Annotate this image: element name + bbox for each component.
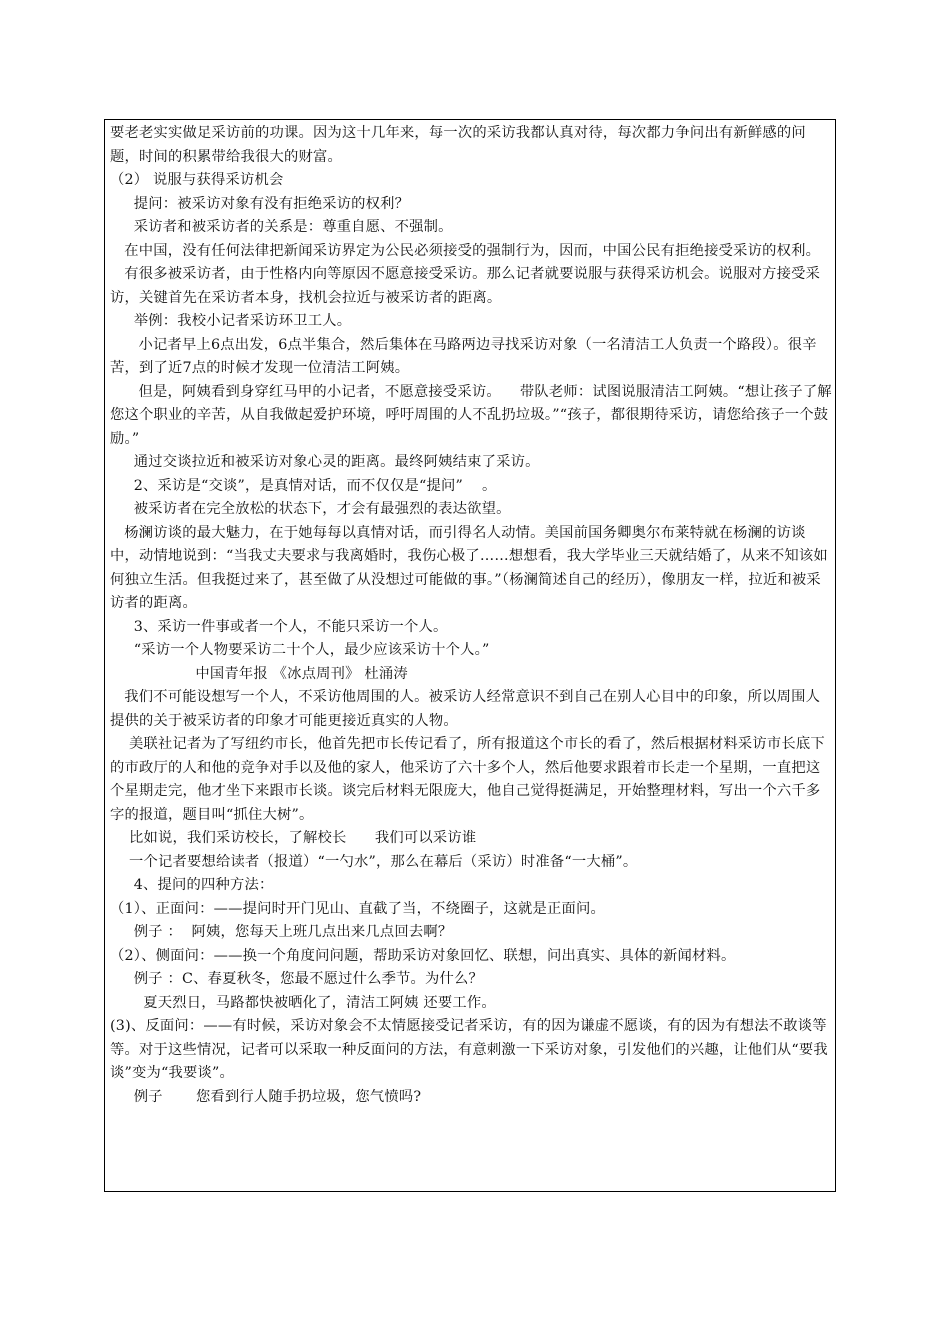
paragraph: 但是，阿姨看到身穿红马甲的小记者，不愿意接受采访。 带队老师：试图说服清洁工阿姨。“想让孩子了解您这个职业的辛苦，从自我做起爱护环境，呼吁周围的人不乱扔垃圾。”“孩子，都很期待采访，请您给孩子一个鼓励。” xyxy=(110,383,832,447)
paragraph: 4、提问的四种方法： xyxy=(110,877,274,893)
paragraph: 例子 ：C、春夏秋冬，您最不愿过什么季节。为什么？ xyxy=(110,971,484,987)
paragraph: 采访者和被采访者的关系是：尊重自愿、不强制。 xyxy=(110,219,453,235)
paragraph: 美联社记者为了写纽约市长，他首先把市长传记看了，所有报道这个市长的看了，然后根据材料采访市长底下的市政厅的人和他的竞争对手以及他的家人，他采访了六十多个人，然后他要求跟着市长走一个星期，一直把这个星期走完，他才坐下来跟市长谈。谈完后材料无限庞大，他自己觉得挺满足，开始整理材料，写出一个六千多字的报道，题目叫“抓住大树”。 xyxy=(110,736,825,823)
paragraph: (3)、反面问：——有时候，采访对象会不太情愿接受记者采访，有的因为谦虚不愿谈，有的因为有想法不敢谈等等。对于这些情况，记者可以采取一种反面问的方法，有意刺激一下采访对象，引发他们的兴趣，让他们从“要我谈”变为“我要谈”。 xyxy=(110,1018,828,1081)
paragraph: 例子 ： 阿姨，您每天上班几点出来几点回去啊？ xyxy=(110,924,453,940)
paragraph: “采访一个人物要采访二十个人，最少应该采访十个人。” xyxy=(110,642,490,658)
paragraph: 例子 您看到行人随手扔垃圾，您气愤吗? xyxy=(110,1088,422,1105)
paragraph: 提问：被采访对象有没有拒绝采访的权利？ xyxy=(110,195,410,212)
paragraph: 2、采访是“交谈”，是真情对话，而不仅仅是“提问” 。 xyxy=(110,477,497,494)
paragraph: 一个记者要想给读者（报道）“一勺水”，那么在幕后（采访）时准备“一大桶”。 xyxy=(110,853,638,870)
paragraph: 要老老实实做足采访前的功课。因为这十几年来，每一次的采访我都认真对待，每次都力争问出有新鲜感的问题，时间的积累带给我很大的财富。 xyxy=(110,125,806,165)
paragraph: 杨澜访谈的最大魅力，在于她每每以真情对话，而引得名人动情。美国前国务卿奥尔布莱特就在杨澜的访谈中，动情地说到：“当我丈夫要求与我离婚时，我伤心极了……想想看，我大学毕业三天就结婚了，从来不知该如何独立生活。但我挺过来了，甚至做了从没想过可能做的事。”（杨澜简述自己的经历），像朋友一样，拉近和被采访者的距离。 xyxy=(110,524,828,611)
paragraph: 夏天烈日，马路都快被晒化了，清洁工阿姨 还要工作。 xyxy=(110,994,496,1011)
paragraph: 被采访者在完全放松的状态下，才会有最强烈的表达欲望。 xyxy=(110,501,511,517)
paragraph: （1）、正面问：——提问时开门见山、直截了当，不绕圈子，这就是正面问。 xyxy=(110,900,606,917)
paragraph: 我们不可能设想写一个人，不采访他周围的人。被采访人经常意识不到自己在别人心目中的印象，所以周围人提供的关于被采访者的印象才可能更接近真实的人物。 xyxy=(110,689,821,729)
paragraph: （2）、侧面问：——换一个角度问问题，帮助采访对象回忆、联想，问出真实、具体的新闻材料。 xyxy=(110,947,736,964)
paragraph: （2） 说服与获得采访机会 xyxy=(110,172,284,188)
paragraph: 举例：我校小记者采访环卫工人。 xyxy=(110,313,352,329)
paragraph: 中国青年报 《冰点周刊》 杜涌涛 xyxy=(110,665,408,682)
paragraph: 通过交谈拉近和被采访对象心灵的距离。最终阿姨结束了采访。 xyxy=(110,454,540,470)
paragraph: 3、采访一件事或者一个人，不能只采访一个人。 xyxy=(110,618,448,635)
paragraph: 比如说，我们采访校长，了解校长 我们可以采访谁 xyxy=(110,830,477,846)
document-body xyxy=(110,122,834,1109)
paragraph: 有很多被采访者，由于性格内向等原因不愿意接受采访。那么记者就要说服与获得采访机会。说服对方接受采访，关键首先在采访者本身，找机会拉近与被采访者的距离。 xyxy=(110,266,821,306)
paragraph: 在中国，没有任何法律把新闻采访界定为公民必须接受的强制行为，因而，中国公民有拒绝接受采访的权利。 xyxy=(110,242,821,259)
paragraph: 小记者早上6点出发，6点半集合，然后集体在马路两边寻找采访对象（一名清洁工人负责一个路段）。很辛苦，到了近7点的时候才发现一位清洁工阿姨。 xyxy=(110,336,817,376)
